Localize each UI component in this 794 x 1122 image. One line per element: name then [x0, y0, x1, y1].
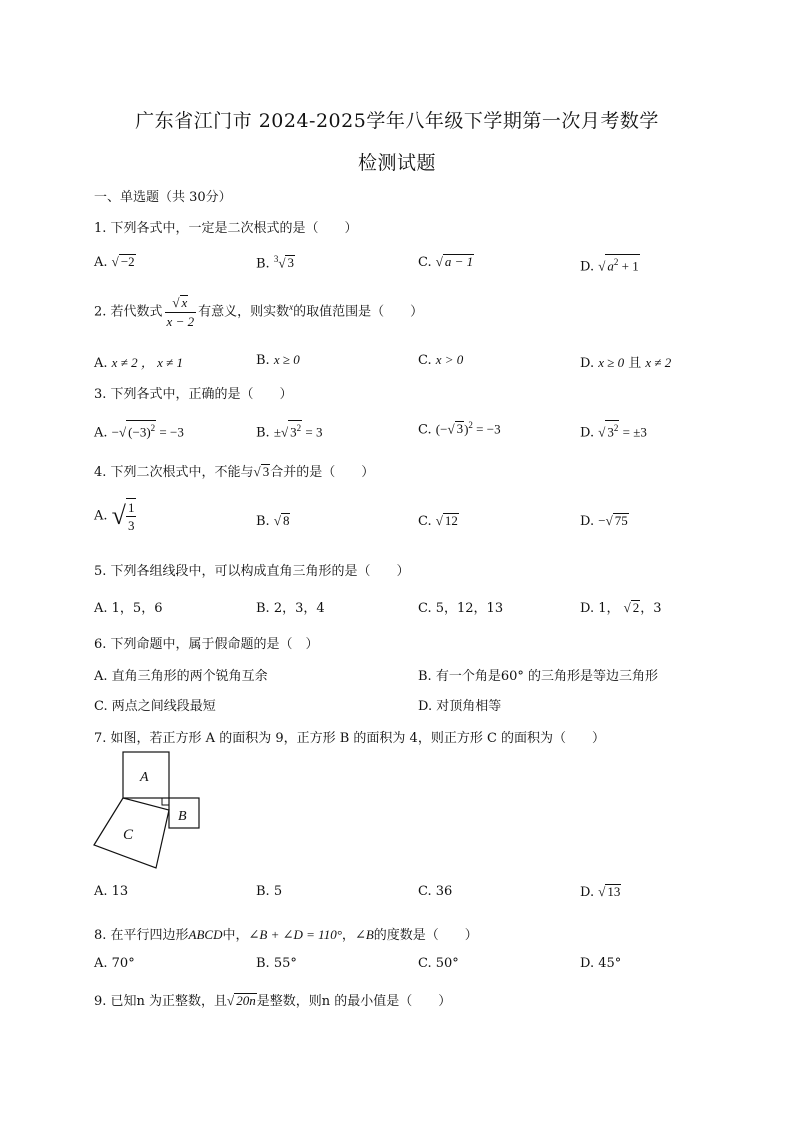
- q2-fraction: $\frac{√ x}{x - 2}$: [166, 295, 195, 329]
- q2-option-a[interactable]: A. x ≠ 2 ， x ≠ 1: [94, 355, 183, 371]
- page-title: 广东省江门市 2024-2025学年八年级下学期第一次月考数学: [135, 110, 659, 132]
- q8-option-d[interactable]: D. 45°: [580, 956, 622, 971]
- q1-d-base: a: [607, 258, 614, 274]
- q1-option-a[interactable]: A. √ −2: [94, 254, 135, 270]
- right-angle-mark: [162, 798, 169, 805]
- q5-option-a[interactable]: A. 1，5，6: [94, 601, 163, 616]
- q1-option-c[interactable]: C. √ a − 1: [418, 254, 474, 270]
- q7-option-a[interactable]: A. 13: [94, 884, 129, 899]
- q1-option-b[interactable]: B. $^3$√ 3: [256, 254, 294, 272]
- q8-option-b[interactable]: B. 55°: [256, 956, 297, 971]
- q7-option-d[interactable]: D. √ 13: [580, 884, 621, 900]
- question-1-stem: 1. 下列各式中，一定是二次根式的是（ ）: [94, 221, 358, 236]
- q3-option-a[interactable]: A. −√ $(-3)^2 = -3$: [94, 420, 184, 440]
- q4-option-a[interactable]: A. √ $\frac{1}{3}$: [94, 500, 135, 533]
- q6-option-a[interactable]: A. 直角三角形的两个锐角互余: [94, 669, 268, 684]
- q3-option-c[interactable]: C. (−√ 3)$^2$ = −3: [418, 420, 501, 438]
- q6-option-d[interactable]: D. 对顶角相等: [418, 699, 502, 714]
- q6-option-c[interactable]: C. 两点之间线段最短: [94, 699, 216, 714]
- question-9-stem: 9. 已知n 为正整数，且√ 20n是整数，则n 的最小值是（ ）: [94, 993, 452, 1009]
- q1-b-index: 3: [273, 254, 279, 264]
- q5-option-b[interactable]: B. 2，3，4: [256, 601, 325, 616]
- square-a-label: A: [140, 770, 149, 785]
- question-7-stem: 7. 如图，若正方形 A 的面积为 9，正方形 B 的面积为 4，则正方形 C 的面积为（ ）: [94, 731, 606, 746]
- q2-option-b[interactable]: B. x ≥ 0: [256, 352, 300, 368]
- q1-b-radicand: 3: [287, 255, 294, 271]
- q6-option-b[interactable]: B. 有一个角是60° 的三角形是等边三角形: [418, 669, 658, 684]
- question-6-stem: 6. 下列命题中，属于假命题的是（ ）: [94, 637, 319, 652]
- q4-option-d[interactable]: D. −√ 75: [580, 513, 628, 529]
- q5-option-c[interactable]: C. 5，12，13: [418, 601, 504, 616]
- page-subtitle: 检测试题: [357, 152, 436, 174]
- q2-option-c[interactable]: C. x > 0: [418, 352, 464, 368]
- squares-figure: [90, 748, 210, 878]
- q8-option-c[interactable]: C. 50°: [418, 956, 459, 971]
- square-b-label: B: [178, 809, 187, 824]
- question-4-stem: 4. 下列二次根式中，不能与√ 3合并的是（ ）: [94, 464, 375, 480]
- q2-var: x: [289, 302, 294, 313]
- question-2-stem: 2. 若代数式 $\frac{√ x}{x - 2}$ 有意义，则实数$^x$的取值范围是（ ）: [94, 295, 424, 329]
- q2-option-d[interactable]: D. x ≥ 0 且 x ≠ 2: [580, 355, 672, 371]
- q1-option-d[interactable]: D. √ $a^2 + 1$: [580, 254, 640, 274]
- q5-option-d[interactable]: D. 1， √ 2，3: [580, 600, 662, 616]
- q4-option-c[interactable]: C. √ 12: [418, 513, 458, 529]
- section-heading: 一、单选题（共 30分）: [94, 190, 232, 205]
- square-c-label: C: [123, 827, 134, 843]
- question-3-stem: 3. 下列各式中，正确的是（ ）: [94, 387, 293, 402]
- q1-d-exp: 2: [613, 257, 619, 267]
- q7-option-c[interactable]: C. 36: [418, 884, 453, 899]
- q3-option-b[interactable]: B. ±√ $3^2 = 3$: [256, 420, 322, 440]
- q7-option-b[interactable]: B. 5: [256, 884, 283, 899]
- q8-option-a[interactable]: A. 70°: [94, 956, 135, 971]
- q1-a-radicand: −2: [120, 254, 135, 269]
- q1-d-tail: + 1: [618, 258, 639, 274]
- q3-option-d[interactable]: D. √ $3^2 = \pm 3$: [580, 420, 647, 440]
- q4-option-b[interactable]: B. √ 8: [256, 513, 290, 529]
- question-8-stem: 8. 在平行四边形ABCD中，∠B + ∠D = 110°，∠B的度数是（ ）: [94, 927, 478, 943]
- q1-c-radicand: a − 1: [444, 254, 474, 269]
- question-5-stem: 5. 下列各组线段中，可以构成直角三角形的是（ ）: [94, 564, 410, 579]
